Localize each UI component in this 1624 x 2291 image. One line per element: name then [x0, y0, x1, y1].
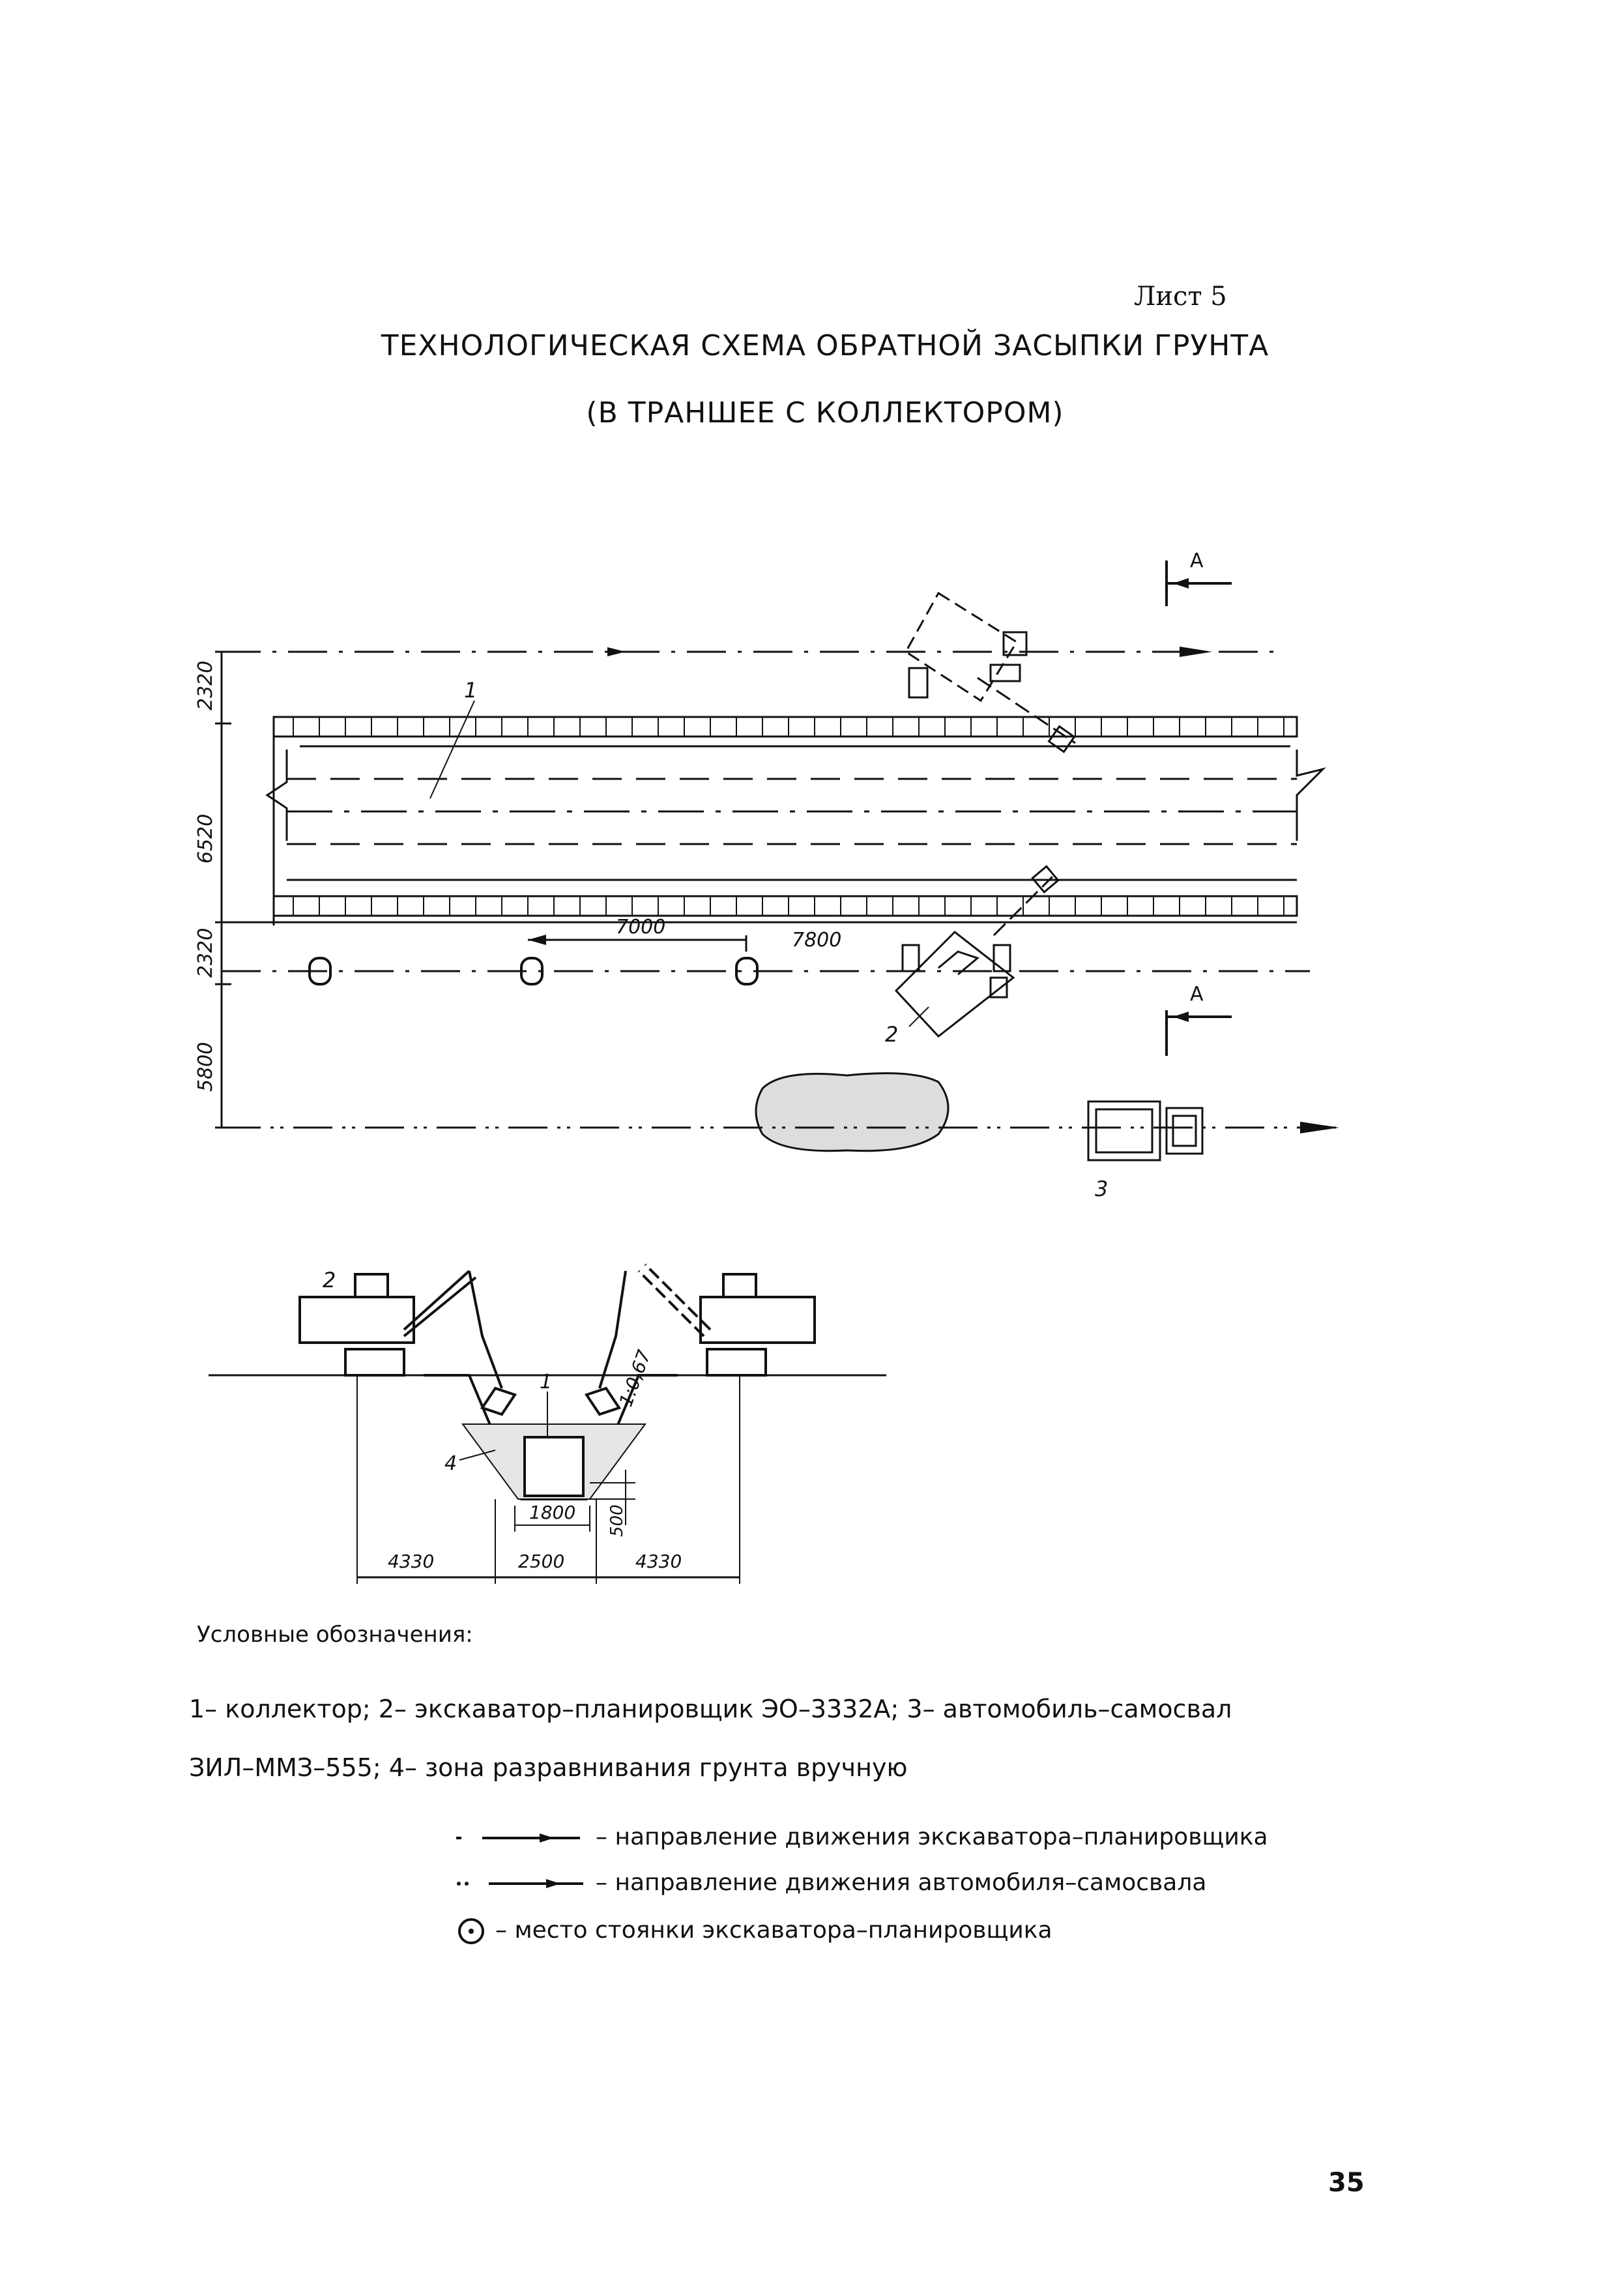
- legend-symbol-excavator-text: – направление движения экскаватора–планировщика: [596, 1824, 1268, 1850]
- callout-2-section: 2: [323, 1268, 336, 1292]
- section-label-bottom: A: [1190, 983, 1204, 1006]
- cross-section: [209, 1264, 886, 1584]
- bottom-dim-left: 4330: [388, 1551, 435, 1572]
- dump-truck: [1088, 1102, 1202, 1160]
- dash-dot-arrow-icon: [456, 1831, 587, 1845]
- spacing-7000: 7000: [616, 916, 666, 939]
- soil-pile: [756, 1073, 948, 1151]
- plan-view: [194, 549, 1339, 1201]
- page-title: ТЕХНОЛОГИЧЕСКАЯ СХЕМА ОБРАТНОЙ ЗАСЫПКИ ГРУНТА: [381, 329, 1269, 362]
- section-excavator-left: [300, 1271, 515, 1414]
- dim-5800: 5800: [194, 1042, 217, 1092]
- bottom-dim-right: 4330: [635, 1551, 682, 1572]
- legend-line-1: 1– коллектор; 2– экскаватор–планировщик ЭО–3332А; 3– автомобиль–самосвал: [189, 1695, 1232, 1723]
- legend-symbol-excavator: [456, 1824, 1268, 1850]
- callout-3-plan: 3: [1095, 1176, 1109, 1201]
- legend-heading: Условные обозначения:: [197, 1622, 473, 1648]
- spacing-7800: 7800: [792, 929, 842, 952]
- circle-dot-icon: [456, 1916, 486, 1946]
- callout-1-plan: 1: [464, 678, 478, 703]
- legend-symbol-truck: [456, 1869, 1206, 1896]
- trench-edge-top: [274, 717, 1297, 737]
- collector-box: [525, 1437, 583, 1496]
- legend-symbol-stop-text: – место стоянки экскаватора–планировщика: [495, 1917, 1052, 1944]
- double-dot-arrow-icon: [456, 1877, 587, 1890]
- trench-hatch-bottom: [293, 896, 1284, 916]
- collector-width-dim: 1800: [529, 1502, 576, 1523]
- bedding-dim: 500: [607, 1504, 627, 1537]
- callout-1-section: 1: [540, 1371, 553, 1394]
- page-number: 35: [1328, 2168, 1365, 2198]
- section-mark-bottom: [1167, 1010, 1232, 1056]
- trench-hatch-top: [293, 717, 1284, 737]
- dim-2320-top: 2320: [194, 660, 217, 710]
- dim-6520: 6520: [194, 813, 217, 864]
- sheet-number: Лист 5: [1134, 282, 1227, 312]
- callout-1-leader: [430, 701, 474, 798]
- section-label-top: A: [1190, 549, 1204, 572]
- legend-line-2: ЗИЛ–ММЗ–555; 4– зона разравнивания грунта вручную: [189, 1753, 908, 1782]
- legend-symbol-stop: [456, 1916, 1052, 1946]
- legend-symbol-truck-text: – направление движения автомобиля–самосвала: [596, 1869, 1207, 1896]
- callout-4-section: 4: [444, 1452, 457, 1475]
- bottom-dim-center: 2500: [518, 1551, 565, 1572]
- trench-edge-bottom: [274, 896, 1297, 916]
- excavator-bottom: [896, 866, 1058, 1036]
- dim-2320-bottom: 2320: [194, 927, 217, 978]
- slope-label: 1:0,67: [615, 1347, 656, 1410]
- page-subtitle: (В ТРАНШЕЕ С КОЛЛЕКТОРОМ): [586, 396, 1064, 430]
- callout-2-plan: 2: [885, 1022, 899, 1047]
